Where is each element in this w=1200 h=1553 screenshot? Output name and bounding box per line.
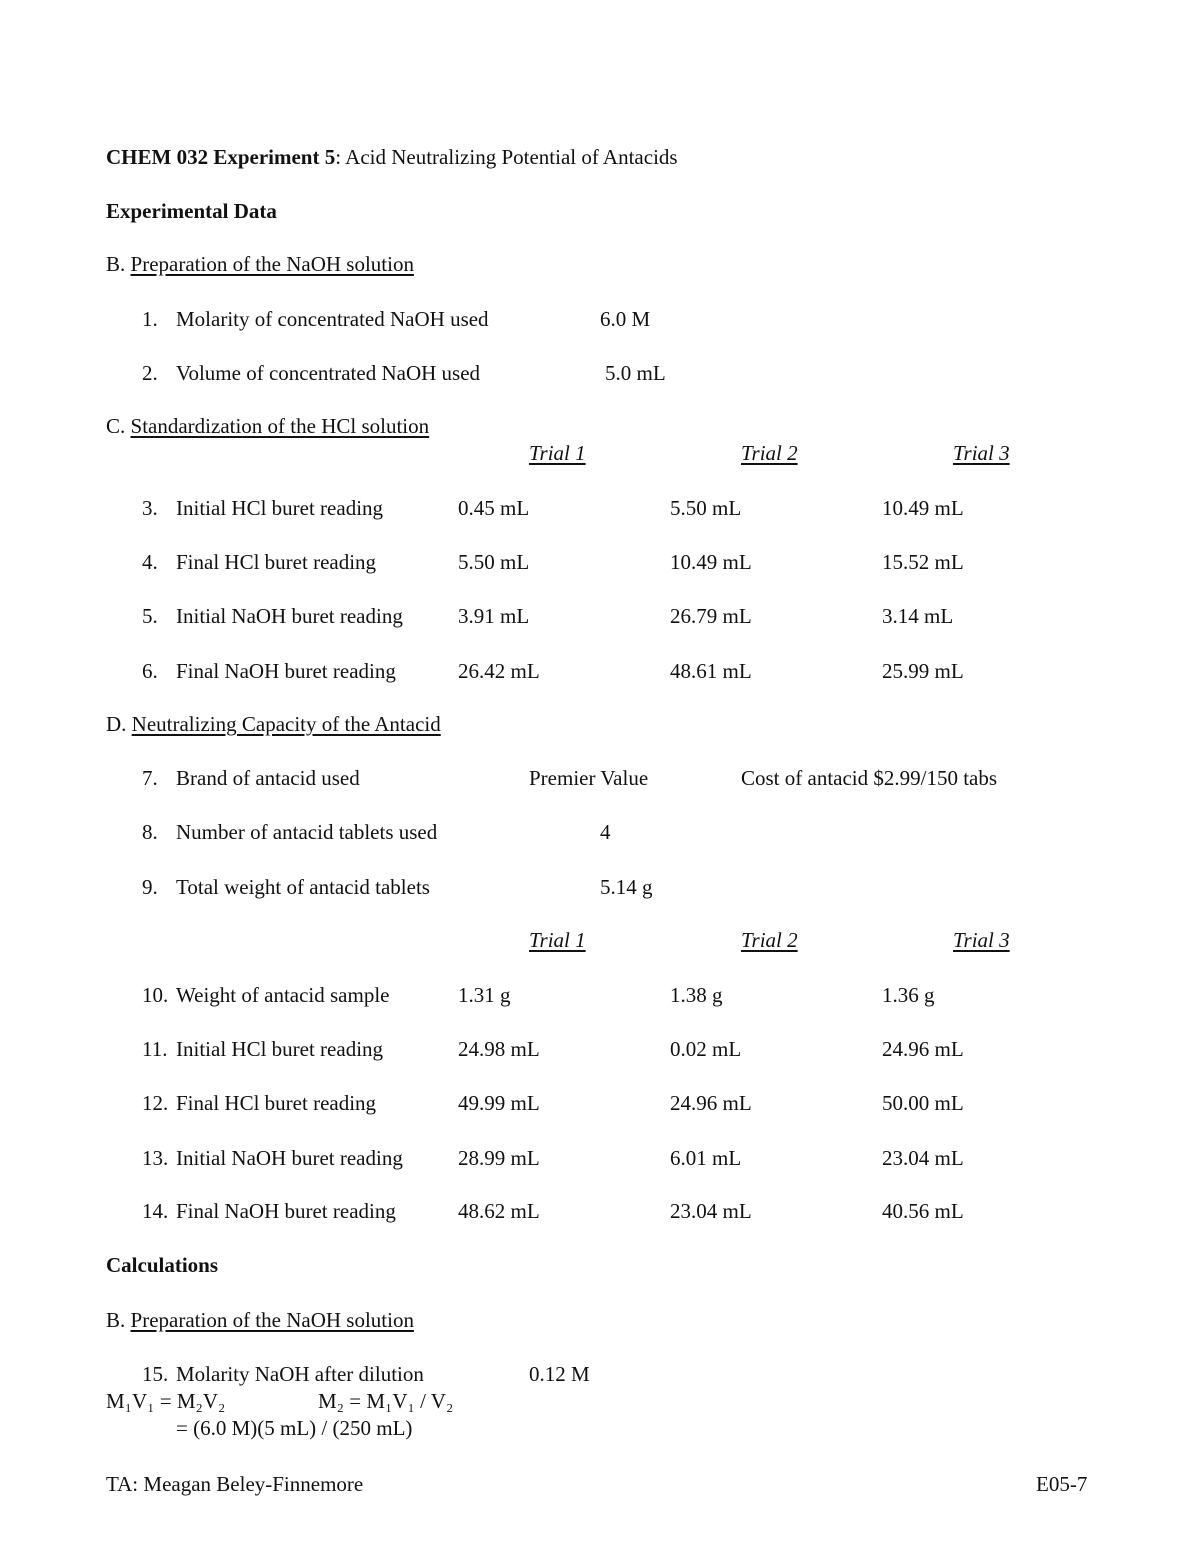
calc-section-b-letter: B.: [106, 1308, 126, 1332]
row-value-trial-2: 48.61 mL: [670, 659, 752, 683]
section-d-heading: [106, 712, 441, 736]
row-value-trial-2: 26.79 mL: [670, 604, 752, 628]
row-num: 4.: [142, 550, 158, 574]
trial-2-header: Trial 2: [741, 928, 798, 952]
row-value-trial-2: 1.38 g: [670, 983, 723, 1007]
row-value-trial-1: 24.98 mL: [458, 1037, 540, 1061]
row-value-trial-2: 0.02 mL: [670, 1037, 742, 1061]
rearranged-equation: M₂ = M₁V₁ / V₂: [318, 1389, 454, 1413]
row-value-trial-3: 23.04 mL: [882, 1146, 964, 1170]
row-value-trial-3: 10.49 mL: [882, 496, 964, 520]
row-value-trial-3: 3.14 mL: [882, 604, 954, 628]
trial-1-header: Trial 1: [529, 928, 586, 952]
row-value-trial-2: 5.50 mL: [670, 496, 742, 520]
row-label: Initial HCl buret reading: [176, 496, 384, 520]
item-label: Molarity of concentrated NaOH used: [176, 307, 489, 331]
row-value-trial-2: 10.49 mL: [670, 550, 752, 574]
row-num: 3.: [142, 496, 158, 520]
row-num: 6.: [142, 659, 158, 683]
row-label: Weight of antacid sample: [176, 983, 390, 1007]
footer-ta: TA: Meagan Beley-Finnemore: [106, 1472, 364, 1496]
item-value: Premier Value: [529, 766, 649, 790]
substituted-equation: = (6.0 M)(5 mL) / (250 mL): [176, 1416, 413, 1440]
row-value-trial-3: 25.99 mL: [882, 659, 964, 683]
section-c-heading: [106, 414, 429, 438]
dilution-equation: M₁V₁ = M₂V₂: [106, 1389, 226, 1413]
section-c-title: Standardization of the HCl solution: [130, 414, 430, 438]
page-title-rest: : Acid Neutralizing Potential of Antacids: [335, 145, 678, 169]
row-value-trial-1: 49.99 mL: [458, 1091, 540, 1115]
item-value: 0.12 M: [529, 1362, 590, 1386]
calc-section-b-title: Preparation of the NaOH solution: [130, 1308, 414, 1332]
item-value: 6.0 M: [600, 307, 651, 331]
experimental-data-heading: Experimental Data: [106, 199, 277, 223]
calc-section-b-heading: [106, 1308, 414, 1332]
row-num: 10.: [142, 983, 169, 1007]
trial-3-header: Trial 3: [953, 441, 1010, 465]
item-value: 5.0 mL: [605, 361, 666, 385]
trial-2-header: Trial 2: [741, 441, 798, 465]
row-value-trial-1: 5.50 mL: [458, 550, 530, 574]
section-d-letter: D.: [106, 712, 127, 736]
row-label: Final NaOH buret reading: [176, 1199, 396, 1223]
item-label: Volume of concentrated NaOH used: [176, 361, 481, 385]
row-value-trial-3: 50.00 mL: [882, 1091, 964, 1115]
row-num: 14.: [142, 1199, 169, 1223]
item-num: 9.: [142, 875, 158, 899]
item-num: 1.: [142, 307, 158, 331]
row-label: Final HCl buret reading: [176, 1091, 377, 1115]
item-label: Molarity NaOH after dilution: [176, 1362, 424, 1386]
row-label: Final NaOH buret reading: [176, 659, 396, 683]
row-value-trial-3: 1.36 g: [882, 983, 935, 1007]
row-num: 5.: [142, 604, 158, 628]
trial-1-header: Trial 1: [529, 441, 586, 465]
row-value-trial-3: 40.56 mL: [882, 1199, 964, 1223]
page-title-bold: CHEM 032 Experiment 5: [106, 145, 336, 169]
row-num: 12.: [142, 1091, 169, 1115]
item-label: Total weight of antacid tablets: [176, 875, 430, 899]
section-b-title: Preparation of the NaOH solution: [130, 252, 414, 276]
row-num: 11.: [142, 1037, 168, 1061]
row-value-trial-2: 6.01 mL: [670, 1146, 742, 1170]
row-num: 13.: [142, 1146, 169, 1170]
row-label: Initial NaOH buret reading: [176, 604, 403, 628]
section-b-letter: B.: [106, 252, 126, 276]
row-value-trial-1: 48.62 mL: [458, 1199, 540, 1223]
row-value-trial-2: 24.96 mL: [670, 1091, 752, 1115]
item-value: 4: [600, 820, 611, 844]
row-label: Initial NaOH buret reading: [176, 1146, 403, 1170]
item-num: 15.: [142, 1362, 169, 1386]
calculations-heading: Calculations: [106, 1253, 219, 1277]
item-extra: Cost of antacid $2.99/150 tabs: [741, 766, 998, 790]
section-c-letter: C.: [106, 414, 126, 438]
page-title: [106, 145, 678, 169]
row-value-trial-1: 28.99 mL: [458, 1146, 540, 1170]
section-d-title: Neutralizing Capacity of the Antacid: [131, 712, 441, 736]
item-num: 8.: [142, 820, 158, 844]
item-label: Brand of antacid used: [176, 766, 360, 790]
row-label: Final HCl buret reading: [176, 550, 377, 574]
row-value-trial-1: 1.31 g: [458, 983, 511, 1007]
item-num: 7.: [142, 766, 158, 790]
row-value-trial-1: 26.42 mL: [458, 659, 540, 683]
footer-page-number: E05-7: [1036, 1472, 1088, 1496]
item-label: Number of antacid tablets used: [176, 820, 438, 844]
row-value-trial-3: 24.96 mL: [882, 1037, 964, 1061]
section-b-heading: [106, 252, 414, 276]
trial-3-header: Trial 3: [953, 928, 1010, 952]
row-value-trial-2: 23.04 mL: [670, 1199, 752, 1223]
row-value-trial-3: 15.52 mL: [882, 550, 964, 574]
item-value: 5.14 g: [600, 875, 653, 899]
item-num: 2.: [142, 361, 158, 385]
row-value-trial-1: 0.45 mL: [458, 496, 530, 520]
row-value-trial-1: 3.91 mL: [458, 604, 530, 628]
row-label: Initial HCl buret reading: [176, 1037, 384, 1061]
